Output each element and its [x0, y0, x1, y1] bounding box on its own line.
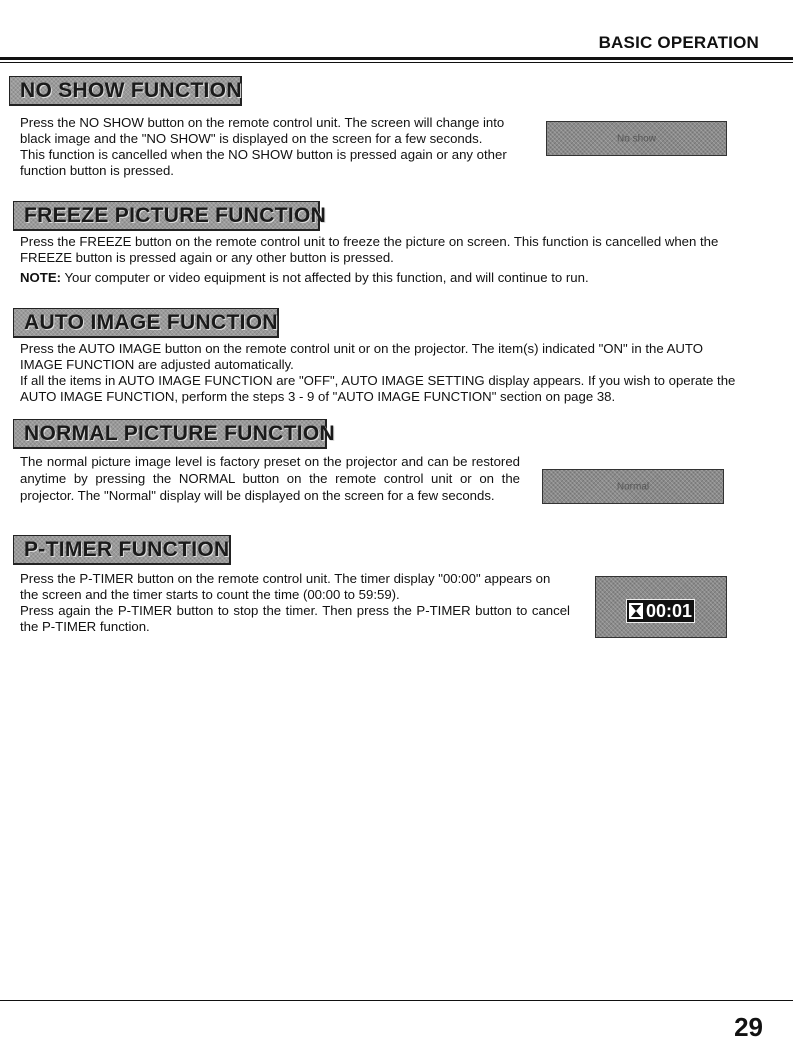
normal-picture-description: The normal picture image level is factory preset on the projector and can be restored anytime by pressing the NORMAL button on the remote control unit or on the projector. The "Normal" display will be displayed on the screen for a few seconds.: [20, 454, 520, 503]
freeze-heading: FREEZE PICTURE FUNCTION: [13, 201, 320, 231]
no-show-description: [20, 115, 540, 179]
p-timer-description: Press the P-TIMER button on the remote control unit. The timer display "00:00" appears on the screen and the timer starts to count the time (00:00 to 59:59).: [20, 571, 551, 602]
no-show-line-1: Press the NO SHOW button on the remote control unit. The screen will change into: [20, 115, 505, 130]
p-timer-screen-display: [595, 576, 727, 638]
page-header-title: BASIC OPERATION: [598, 33, 759, 52]
page-number: 29: [734, 1012, 763, 1042]
footer-rule: [0, 1000, 793, 1001]
p-timer-heading: P-TIMER FUNCTION: [13, 535, 231, 565]
header-rule: [0, 57, 793, 60]
no-show-line-4: function button is pressed.: [20, 163, 174, 178]
no-show-display-label: No show: [617, 133, 656, 144]
timer-value: 00:01: [646, 601, 693, 621]
auto-image-heading: AUTO IMAGE FUNCTION: [13, 308, 279, 338]
no-show-heading: NO SHOW FUNCTION: [9, 76, 242, 106]
no-show-line-3: This function is cancelled when the NO SHOW button is pressed again or any other: [20, 147, 507, 162]
auto-image-note: If all the items in AUTO IMAGE FUNCTION are "OFF", AUTO IMAGE SETTING display appears. If you wish to operate the AUTO IMAGE FUNCTION, perform the steps 3 - 9 of "AUTO IMAGE FUNCTION" section on page 38.: [20, 373, 736, 404]
no-show-line-2: black image and the "NO SHOW" is displayed on the screen for a few seconds.: [20, 131, 483, 146]
hourglass-icon: [629, 603, 643, 619]
normal-display-label: Normal: [616, 481, 650, 492]
freeze-note: [20, 270, 740, 286]
header-rule-thin: [0, 62, 793, 63]
p-timer-note: Press again the P-TIMER button to stop the timer. Then press the P-TIMER button to cancel the P-TIMER function.: [20, 603, 570, 634]
note-label: NOTE:: [20, 270, 62, 285]
normal-picture-heading: NORMAL PICTURE FUNCTION: [13, 419, 327, 449]
normal-screen-display: [542, 469, 724, 504]
timer-readout: [626, 599, 695, 623]
freeze-description: Press the FREEZE button on the remote control unit to freeze the picture on screen. This function is cancelled when the FREEZE button is pressed again or any other button is pressed.: [20, 234, 719, 265]
note-text: Your computer or video equipment is not affected by this function, and will continue to run.: [61, 270, 589, 285]
auto-image-description: Press the AUTO IMAGE button on the remote control unit or on the projector. The item(s) indicated "ON" in the AUTO IMAGE FUNCTION are adjusted automatically.: [20, 341, 703, 372]
no-show-screen-display: [546, 121, 727, 156]
